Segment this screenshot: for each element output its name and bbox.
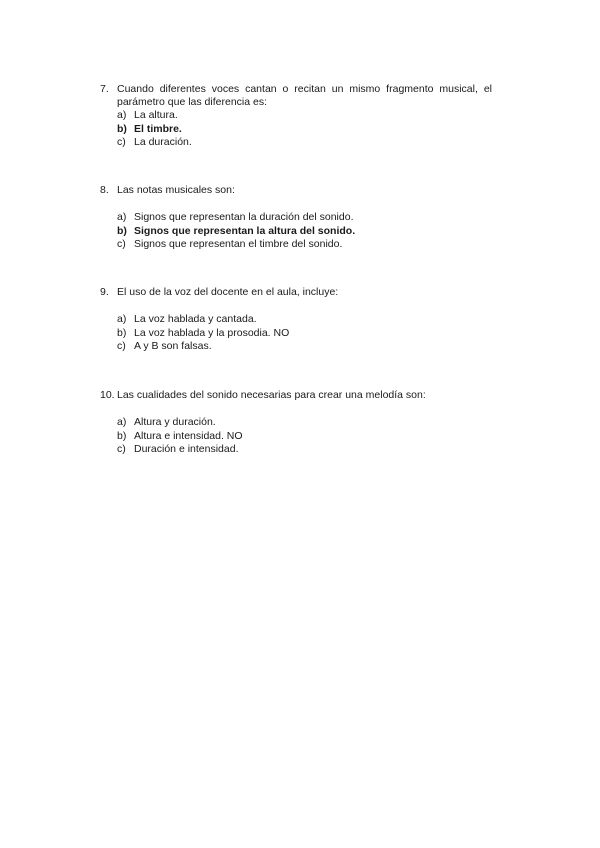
option-a bbox=[117, 313, 492, 327]
question-header bbox=[100, 83, 492, 109]
question-8 bbox=[100, 184, 492, 252]
option-letter: b) bbox=[117, 326, 127, 339]
option-letter: b) bbox=[117, 122, 127, 135]
question-text: Cuando diferentes voces cantan o recitan un mismo fragmento musical, el parámetro que las diferencia es: bbox=[117, 83, 492, 108]
option-text: A y B son falsas. bbox=[134, 340, 212, 352]
question-header bbox=[100, 389, 492, 402]
option-letter: c) bbox=[117, 340, 126, 352]
question-7 bbox=[100, 83, 492, 150]
option-list bbox=[100, 416, 492, 457]
option-letter: c) bbox=[117, 443, 126, 455]
question-number: 7. bbox=[100, 83, 109, 95]
option-text: El timbre. bbox=[134, 122, 182, 135]
question-9 bbox=[100, 286, 492, 354]
option-letter: c) bbox=[117, 238, 126, 250]
option-letter: b) bbox=[117, 429, 127, 442]
option-text: Duración e intensidad. bbox=[134, 443, 239, 455]
option-c bbox=[117, 136, 492, 150]
question-number: 10. bbox=[100, 389, 115, 401]
option-text: Signos que representan la altura del sonido. bbox=[134, 224, 356, 237]
option-text: Signos que representan el timbre del sonido. bbox=[134, 238, 343, 250]
option-b-correct bbox=[117, 225, 492, 239]
option-text: La voz hablada y cantada. bbox=[134, 313, 257, 325]
option-letter: c) bbox=[117, 136, 126, 148]
question-10 bbox=[100, 389, 492, 457]
question-header bbox=[100, 286, 492, 299]
option-c bbox=[117, 443, 492, 457]
option-letter: a) bbox=[117, 313, 127, 325]
option-text: La duración. bbox=[134, 136, 192, 148]
option-b-correct bbox=[117, 123, 492, 137]
option-letter: a) bbox=[117, 416, 127, 428]
option-letter: a) bbox=[117, 109, 127, 121]
question-text: El uso de la voz del docente en el aula, incluye: bbox=[117, 286, 339, 298]
option-a bbox=[117, 211, 492, 225]
option-b bbox=[117, 430, 492, 444]
option-b bbox=[117, 327, 492, 341]
option-text: Altura y duración. bbox=[134, 416, 216, 428]
option-a bbox=[117, 109, 492, 123]
option-c bbox=[117, 340, 492, 354]
option-text: Altura e intensidad. NO bbox=[134, 429, 243, 442]
option-text: La voz hablada y la prosodia. NO bbox=[134, 326, 290, 339]
option-list bbox=[100, 211, 492, 252]
question-number: 8. bbox=[100, 184, 109, 196]
option-list bbox=[100, 109, 492, 150]
option-letter: a) bbox=[117, 211, 127, 223]
question-text: Las cualidades del sonido necesarias para crear una melodía son: bbox=[117, 389, 426, 401]
option-text: La altura. bbox=[134, 109, 178, 121]
option-list bbox=[100, 313, 492, 354]
option-c bbox=[117, 238, 492, 252]
option-a bbox=[117, 416, 492, 430]
question-text: Las notas musicales son: bbox=[117, 184, 235, 196]
question-number: 9. bbox=[100, 286, 109, 298]
question-header bbox=[100, 184, 492, 197]
option-letter: b) bbox=[117, 224, 127, 237]
option-text: Signos que representan la duración del sonido. bbox=[134, 211, 354, 223]
